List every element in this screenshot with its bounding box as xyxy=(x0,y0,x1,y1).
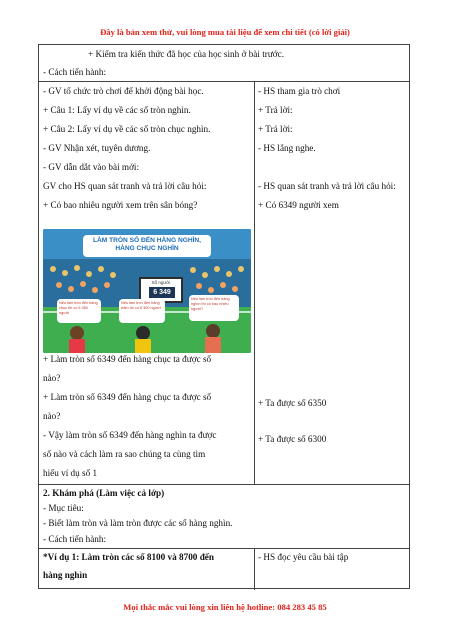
left-text-line: + Câu 2: Lấy ví dụ về các số tròn chục nghìn. xyxy=(43,124,211,134)
left-text-line: số nào và cách làm ra sao chúng ta cùng tìm xyxy=(43,449,206,459)
section-line: - Cách tiến hành: xyxy=(43,534,107,544)
left-text-line: GV cho HS quan sát tranh và trả lời câu hỏi: xyxy=(43,181,207,191)
row-divider xyxy=(39,81,255,82)
illustration-title: LÀM TRÒN SỐ ĐẾN HÀNG NGHÌN, HÀNG CHỤC NGHÌN xyxy=(92,237,202,252)
speech-bubble: Nếu làm tròn đến hàng trăm thì có 6 300 người xyxy=(121,301,161,310)
preview-banner: Đây là bản xem thử, vui lòng mua tài liệu để xem chi tiết (có lời giải) xyxy=(100,27,350,37)
left-text-line: + Làm tròn số 6349 đến hàng chục ta được số xyxy=(43,354,212,364)
intro-line: - Cách tiến hành: xyxy=(43,67,107,77)
left-text-line: - GV dẫn dắt vào bài mới: xyxy=(43,162,140,172)
section-line: - Biết làm tròn và làm tròn được các số hàng nghìn. xyxy=(43,518,233,528)
section-heading: 2. Khám phá (Làm việc cả lớp) xyxy=(43,488,165,498)
section-line: - Mục tiêu: xyxy=(43,503,84,513)
left-text-line: hiểu ví dụ số 1 xyxy=(43,468,98,478)
row-divider xyxy=(254,81,409,82)
right-text-line: - HS tham gia trò chơi xyxy=(258,86,341,96)
left-text-line: nào? xyxy=(43,373,61,383)
example-heading: *Ví dụ 1: Làm tròn các số 8100 và 8700 đến xyxy=(43,552,214,562)
left-text-line: + Câu 1: Lấy ví dụ về các số tròn nghìn. xyxy=(43,105,191,115)
column-divider xyxy=(254,548,255,590)
scoreboard-label: Số người xyxy=(151,280,171,285)
row-divider xyxy=(39,548,409,549)
left-text-line: + Làm tròn số 6349 đến hàng chục ta được số xyxy=(43,392,212,402)
right-text-line: + Ta được số 6300 xyxy=(258,434,327,444)
left-text-line: - Vậy làm tròn số 6349 đến hàng nghìn ta được xyxy=(43,430,217,440)
right-text-line: + Trả lời: xyxy=(258,105,293,115)
left-text-line: nào? xyxy=(43,411,61,421)
column-divider xyxy=(254,81,255,484)
right-text-line: - HS lắng nghe. xyxy=(258,143,316,153)
speech-bubble: Nếu làm tròn đến hàng nghìn thì có bao nhiêu người? xyxy=(191,297,230,311)
scoreboard-value: 6 349 xyxy=(153,289,171,296)
left-text-line: + Có bao nhiêu người xem trên sân bóng? xyxy=(43,200,198,210)
right-text-line: + Có 6349 người xem xyxy=(258,200,339,210)
hotline-banner: Mọi thắc mắc vui lòng xin liên hệ hotline: 084 283 45 85 xyxy=(123,602,327,612)
right-text-line: - HS đọc yêu cầu bài tập xyxy=(258,552,349,562)
row-divider xyxy=(39,484,409,485)
right-text-line: + Trả lời: xyxy=(258,124,293,134)
left-text-line: - GV Nhận xét, tuyên dương. xyxy=(43,143,151,153)
left-text-line: - GV tổ chức trò chơi để khởi động bài học. xyxy=(43,86,204,96)
lesson-table xyxy=(38,44,410,589)
right-text-line: - HS quan sát tranh và trả lời câu hỏi: xyxy=(258,181,396,191)
intro-line: + Kiểm tra kiến thức đã học của học sinh ở bài trước. xyxy=(88,49,285,59)
right-text-line: + Ta được số 6350 xyxy=(258,398,327,408)
speech-bubble: Nếu làm tròn đến hàng chục thì có 6 350 người xyxy=(59,301,98,315)
stadium-illustration xyxy=(43,229,251,353)
example-heading: hàng nghìn xyxy=(43,570,88,580)
